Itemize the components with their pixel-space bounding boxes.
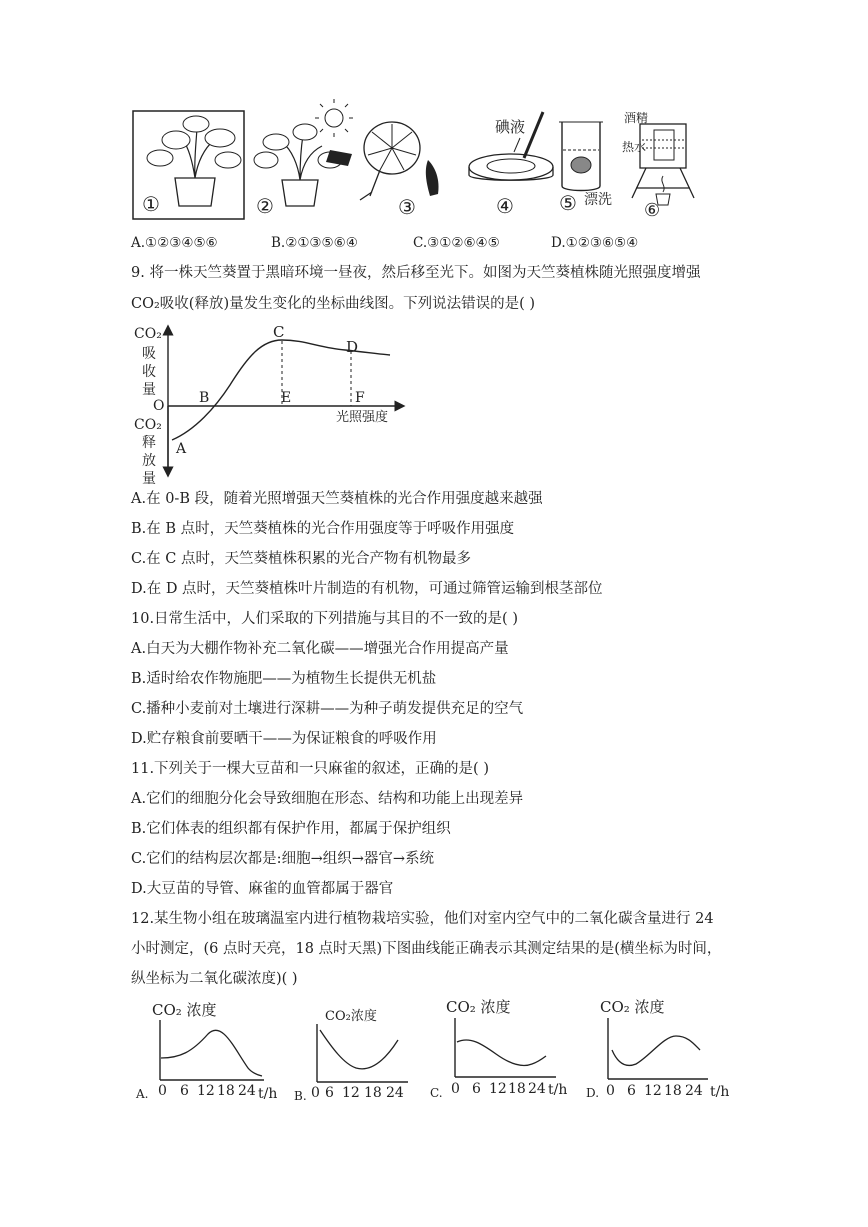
q9-ylabel-bottom-4: 量 <box>142 471 156 487</box>
q12-chart-c <box>430 998 567 1100</box>
q12-chart-c-curve <box>457 1040 546 1066</box>
q11-option-b: B.它们体表的组织都有保护作用，都属于保护组织 <box>131 821 451 837</box>
q9-ylabel-top: CO₂ <box>134 326 162 342</box>
q12-chart-d <box>586 998 729 1100</box>
q12-chart-a-tick-6: 6 <box>180 1083 189 1099</box>
q9-ylabel-bottom: CO₂ <box>134 417 162 433</box>
q12-stem-line3: 纵坐标为二氧化碳浓度)( ) <box>131 971 298 987</box>
q12-chart-d-curve <box>612 1036 700 1065</box>
q9-option-d: D.在 D 点时，天竺葵植株叶片制造的有机物，可通过筛管运输到根茎部位 <box>131 581 603 597</box>
q12-chart-a-tick-0: 0 <box>158 1083 167 1099</box>
hot-water-label: 热水 <box>622 140 647 154</box>
q12-chart-a <box>135 1001 277 1102</box>
q12-chart-b-tick-18: 18 <box>364 1085 382 1101</box>
q12-chart-d-tick-0: 0 <box>606 1083 615 1099</box>
iodine-label: 碘液 <box>495 118 526 136</box>
svg-text:④: ④ <box>496 194 514 218</box>
q10-stem: 10.日常生活中，人们采取的下列措施与其目的不一致的是( ) <box>131 611 518 627</box>
q12-chart-b-ylabel: CO₂浓度 <box>325 1009 377 1024</box>
q9-point-b: B <box>199 390 210 406</box>
q11-stem: 11.下列关于一棵大豆苗和一只麻雀的叙述，正确的是( ) <box>131 761 489 777</box>
q8-option-d: D.①②③⑥⑤④ <box>551 235 639 251</box>
q9-point-f: F <box>355 390 365 406</box>
q9-ylabel-top-3: 收 <box>142 364 156 380</box>
q12-chart-b-option: B. <box>294 1089 307 1103</box>
q12-chart-b <box>294 1008 408 1103</box>
q12-chart-c-xunit: t/h <box>548 1082 568 1098</box>
q12-chart-d-option: D. <box>586 1086 600 1100</box>
q9-option-a: A.在 0-B 段，随着光照增强天竺葵植株的光合作用强度越来越强 <box>131 491 543 507</box>
svg-text:③: ③ <box>398 195 416 219</box>
q8-option-a: A.①②③④⑤⑥ <box>131 235 218 251</box>
q10-option-c: C.播种小麦前对土壤进行深耕——为种子萌发提供充足的空气 <box>131 701 524 717</box>
q9-point-d: D <box>346 338 359 356</box>
q12-chart-a-curve <box>161 1030 262 1076</box>
q12-chart-d-tick-6: 6 <box>627 1083 636 1099</box>
q12-chart-c-tick-0: 0 <box>451 1081 460 1097</box>
q10-option-a: A.白天为大棚作物补充二氧化碳——增强光合作用提高产量 <box>131 641 509 657</box>
q12-chart-c-tick-18: 18 <box>508 1081 526 1097</box>
q12-chart-b-tick-0: 0 <box>311 1085 320 1101</box>
q12-chart-b-curve <box>320 1030 398 1069</box>
q12-chart-a-option: A. <box>136 1087 149 1101</box>
q12-chart-a-xunit: t/h <box>258 1086 278 1102</box>
q9-point-e: E <box>281 390 292 406</box>
q11-option-a: A.它们的细胞分化会导致细胞在形态、结构和功能上出现差异 <box>131 791 524 807</box>
q8-option-c: C.③①②⑥④⑤ <box>413 235 500 251</box>
q11-option-d: D.大豆苗的导管、麻雀的血管都属于器官 <box>131 881 394 897</box>
q9-origin-label: O <box>153 398 165 414</box>
q9-point-c: C <box>273 323 285 341</box>
q12-chart-c-option: C. <box>430 1086 443 1100</box>
q9-ylabel-bottom-2: 释 <box>142 435 156 451</box>
q9-ylabel-top-2: 吸 <box>142 346 156 362</box>
q10-option-b: B.适时给农作物施肥——为植物生长提供无机盐 <box>131 671 437 687</box>
q12-chart-a-tick-18: 18 <box>217 1083 235 1099</box>
q12-chart-b-tick-6: 6 <box>325 1085 334 1101</box>
q9-xlabel: 光照强度 <box>336 410 389 425</box>
q12-chart-a-ylabel: CO₂ 浓度 <box>152 1001 217 1019</box>
q12-chart-c-tick-6: 6 <box>472 1081 481 1097</box>
q9-ylabel-bottom-3: 放 <box>142 453 156 469</box>
q10-option-d: D.贮存粮食前要晒干——为保证粮食的呼吸作用 <box>131 731 437 747</box>
q12-chart-d-tick-24: 24 <box>685 1083 703 1099</box>
q12-chart-d-tick-18: 18 <box>664 1083 682 1099</box>
q9-option-b: B.在 B 点时，天竺葵植株的光合作用强度等于呼吸作用强度 <box>131 521 515 537</box>
q12-chart-d-xunit: t/h <box>710 1084 730 1100</box>
q11-option-c: C.它们的结构层次都是:细胞→组织→器官→系统 <box>131 851 435 867</box>
q12-stem-line2: 小时测定，(6 点时天亮，18 点时天黑)下图曲线能正确表示其测定结果的是(横坐标为时间， <box>131 941 722 957</box>
q12-chart-b-tick-12: 12 <box>342 1085 360 1101</box>
q12-chart-c-tick-12: 12 <box>489 1081 507 1097</box>
rinse-label: 漂洗 <box>584 192 612 208</box>
q8-option-b: B.②①③⑤⑥④ <box>271 235 358 251</box>
svg-text:⑤: ⑤ <box>559 191 577 215</box>
q9-option-c: C.在 C 点时，天竺葵植株积累的光合产物有机物最多 <box>131 551 471 567</box>
q9-ylabel-top-4: 量 <box>142 382 156 398</box>
q9-stem-line1: 9. 将一株天竺葵置于黑暗环境一昼夜，然后移至光下。如图为天竺葵植株随光照强度增强 <box>131 265 701 281</box>
alcohol-label: 酒精 <box>624 111 649 125</box>
q9-stem-line2: CO₂吸收(释放)量发生变化的坐标曲线图。下列说法错误的是( ) <box>131 296 536 312</box>
q12-chart-c-tick-24: 24 <box>528 1081 546 1097</box>
q12-chart-a-tick-12: 12 <box>197 1083 215 1099</box>
q12-chart-b-tick-24: 24 <box>386 1085 404 1101</box>
svg-text:⑥: ⑥ <box>644 200 661 221</box>
q12-chart-c-ylabel: CO₂ 浓度 <box>446 998 511 1016</box>
q12-stem-line1: 12.某生物小组在玻璃温室内进行植物栽培实验，他们对室内空气中的二氧化碳含量进行 24 <box>131 911 714 927</box>
svg-text:①: ① <box>142 192 160 216</box>
q12-chart-d-tick-12: 12 <box>644 1083 662 1099</box>
q12-chart-a-tick-24: 24 <box>238 1083 256 1099</box>
q12-chart-d-ylabel: CO₂ 浓度 <box>600 998 665 1016</box>
svg-text:②: ② <box>256 194 274 218</box>
q9-point-a: A <box>176 441 187 457</box>
